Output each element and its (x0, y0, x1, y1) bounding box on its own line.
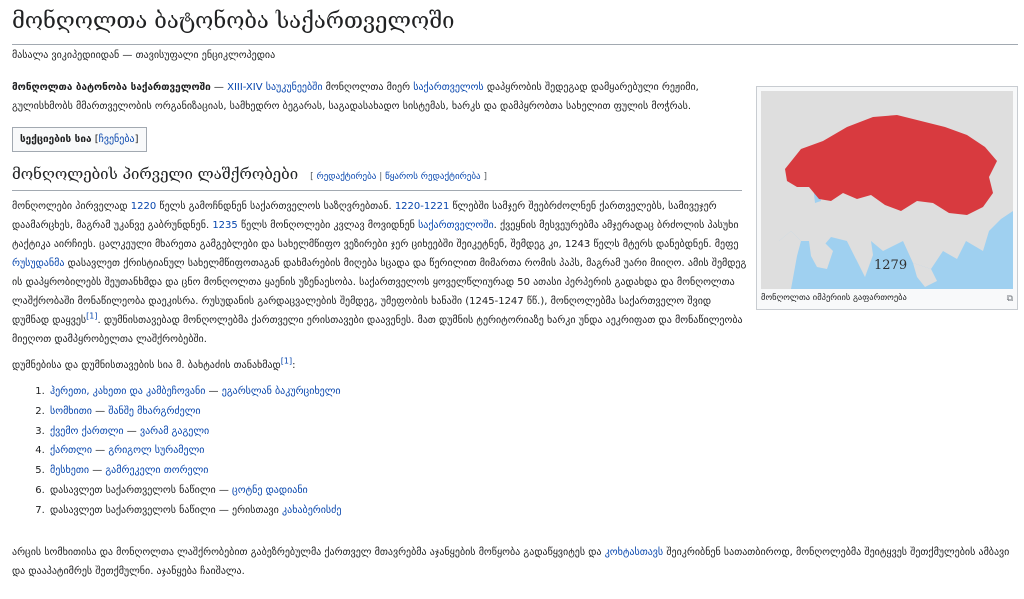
section-paragraph-1 (12, 197, 748, 349)
para1-text-3: წლებში სამჯერ შეებრძოლნენ ქართველებს, სამივეჯერ დაამარცხეს, მაგრამ უკანვე გაბრუნდნენ. (12, 201, 717, 231)
dumn-dash: — (215, 504, 233, 516)
toc-toggle-link[interactable]: ჩვენება (98, 134, 135, 145)
lead-dash: — (210, 82, 228, 93)
reference-1-b[interactable]: [1] (280, 356, 293, 366)
edit-source-link[interactable]: წყაროს რედაქტირება (385, 172, 481, 182)
map-thumbnail (756, 86, 1018, 310)
dumn-lord-link[interactable]: გამრეკელი თორელი (105, 465, 209, 477)
edit-separator: | (376, 172, 386, 182)
link-rusudan[interactable]: რუსუდანმა (12, 258, 65, 269)
dumn-dash: — (123, 425, 140, 437)
dumn-region-link[interactable]: ჰერეთი, კახეთი და კამბეჩოვანი (50, 386, 206, 397)
section-heading (12, 164, 742, 191)
lead-bold-title: მონღოლთა ბატონობა საქართველოში (12, 82, 211, 93)
link-century[interactable]: XIII-XIV საუკუნეებში (227, 82, 323, 93)
dumn-region-text: დასავლეთ საქართველოს ნაწილი (50, 484, 216, 496)
para1-text-6: დასავლეთ ქრისტიანულ სახელმწიფოთაგან დახმარების მიღება სცადა და წერილით მიმართა რომის პაპს, მაგრამ უარი მიიღო. ამის შემდეგ ის დაპყრობილებს შეუთანხმდა და ცნო მონღოლთა ყაენის უზენაესობა. საქართველოს ყოველწლიურად 50 ათასი პერპერის გადახდა და მონღოლთა ლაშქრობაში მონაწილეობა დაეკისრა. რუსუდანის გარდაცვალების შემდეგ, უმეფობის ხანაში (1245-1247 წწ.), მონღოლებმა საქართველო შვიდ დუმნად დაყვეს (12, 258, 747, 326)
section-heading-text: მონღოლების პირველი ლაშქრობები (12, 165, 299, 183)
dumn-region-link[interactable]: ქართლი (50, 445, 92, 457)
edit-section-links (310, 172, 487, 182)
link-georgia[interactable]: საქართველოს (413, 82, 484, 93)
dumn-region-text: დასავლეთ საქართველოს ნაწილი (50, 504, 216, 516)
link-1235[interactable]: 1235 (212, 220, 238, 231)
dumn-lord-link[interactable]: ვარამ გაგელი (139, 425, 210, 437)
para1-text-1: მონღოლები პირველად (12, 201, 131, 212)
toc-bracket-close: ] (134, 134, 139, 145)
dumn-dash: — (92, 445, 109, 457)
list-item (48, 481, 748, 501)
article-body (12, 78, 748, 529)
list-item (48, 422, 748, 442)
lead-paragraph (12, 78, 738, 116)
edit-bracket-open: [ (310, 172, 317, 182)
dumn-lord-link[interactable]: ცოტნე დადიანი (232, 484, 308, 496)
para1-text-4: წელს მონღოლები კვლავ მოვიდნენ (237, 220, 419, 231)
toc-title: სექციების სია (20, 134, 92, 145)
reference-1[interactable]: [1] (86, 311, 98, 321)
para1-text-7: . დუმნისთავებად მონღოლებმა ქართველი ერისთავები დაავენეს. მათ დუმნის ტერიტორიაზე ხარკი უნდა აეკრიფათ და მონაწილეობა მიეღოთ დამპყრობელთა ლაშქრობებში. (12, 315, 743, 345)
edit-bracket-close: ] (480, 172, 487, 182)
dumn-lord-link[interactable]: გრიგოლ სურამელი (108, 445, 205, 457)
dumn-region-link[interactable]: სომხითი (50, 405, 92, 417)
dumn-dash: — (89, 465, 106, 477)
list-item (48, 461, 748, 481)
dumn-intro-colon: : (292, 360, 296, 371)
list-item (48, 441, 748, 461)
dumn-dash: — (205, 386, 222, 397)
dumn-list-intro (12, 356, 748, 375)
list-item (48, 501, 748, 521)
list-item (48, 402, 748, 422)
para1-text-2: წელს გამოჩნდნენ საქართველოს საზღვრებთან. (156, 201, 395, 212)
magnify-clip-icon[interactable]: ⧉ (1006, 294, 1013, 304)
mongol-empire-map[interactable] (761, 91, 1013, 289)
table-of-contents (12, 127, 147, 152)
site-subtitle: მასალა ვიკიპედიიდან — თავისუფალი ენციკლოპედია (12, 50, 276, 61)
lead-text-2: დაპყრობის შედეგად დამყარებული რეჟიმი, გულისხმობს მმართველობის ორგანიზაციას, სამხედრო ბეგარას, საგადასახადო სისტემას, ხარკს და დამპყრობთა სახელით ფულის მოჭრას. (12, 82, 699, 112)
edit-section-link[interactable]: რედაქტირება (316, 172, 377, 182)
dumn-list (12, 382, 748, 521)
map-caption-text: მონღოლთა იმპერიის გაფართოება (761, 293, 907, 303)
page-title: მონღოლთა ბატონობა საქართველოში (12, 6, 1018, 45)
toc-bracket-open: [ (91, 134, 99, 145)
dumn-dash: — (215, 484, 233, 496)
link-kokhtastavi[interactable]: კოხტასთავს (604, 547, 664, 558)
list-item (48, 382, 748, 402)
map-caption (761, 291, 1013, 305)
dumn-lord-link[interactable]: შანშე მხარგრძელი (108, 405, 201, 417)
lead-text-1: მონღოლთა მიერ (322, 82, 414, 93)
para1-text-5: . ქვეყნის მესვეურებმა ამჯერადაც ბრძოლის პასუხი ტაქტიკა აირჩიეს. ცალკეული მხარეთა გამგებლები და სახელმწიფო ვეზირები ჯერ ციხეებში შეიკეტნენ, შემდეგ კი, 1243 წელს მტერს დანებდნენ. მეფე (12, 220, 739, 250)
link-1220[interactable]: 1220 (130, 201, 157, 212)
link-1220-1221[interactable]: 1220-1221 (394, 201, 450, 212)
closing-paragraph (12, 543, 1018, 581)
tail-text-1: არცის სომხითისა და მონღოლთა ლაშქრობებით გაბეზრებულმა ქართველ მთავრებმა აჯანყების მოწყობა გადაწყვიტეს და (12, 547, 605, 558)
dumn-region-link[interactable]: მესხეთი (50, 465, 90, 477)
dumn-lord-prefix: ერისთავი (232, 504, 283, 516)
closing-paragraph-block (12, 543, 1018, 588)
link-in-georgia[interactable]: საქართველოში (418, 220, 494, 231)
dumn-region-link[interactable]: ქვემო ქართლი (50, 425, 124, 437)
dumn-intro-text: დუმნებისა და დუმნისთავების სია მ. ბახტაძის თანახმად (12, 360, 281, 371)
dumn-lord-link[interactable]: კახაბერისძე (282, 504, 342, 516)
dumn-dash: — (91, 405, 109, 417)
tail-text-2: შეიკრიბნენ სათათბიროდ, მონღოლებმა შეიტყვეს შეთქმულების ამბავი და დააპატიმრეს შეთქმულნი. აჯანყება ჩაიშალა. (12, 547, 1010, 577)
dumn-lord-link[interactable]: ეგარსლან ბაკურციხელი (221, 386, 341, 397)
map-year-label: 1279 (874, 258, 908, 273)
